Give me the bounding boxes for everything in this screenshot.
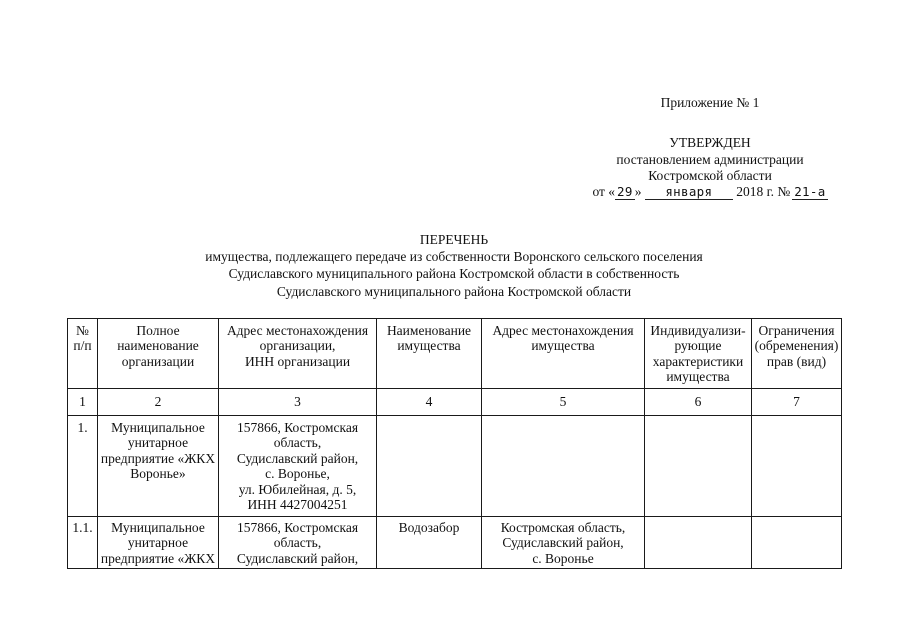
cell-organization-name: Муниципальное унитарное предприятие «ЖКХ [98,517,219,569]
cell-restrictions [752,416,842,517]
table-row [68,517,842,569]
column-number-cell: 3 [219,389,377,416]
column-number-cell: 2 [98,389,219,416]
column-number-cell: 4 [377,389,482,416]
header-cell-organization-name: Полное наименование организации [98,319,219,389]
list-title-block [67,231,841,300]
cell-characteristics [645,416,752,517]
header-cell-property-name: Наименование имущества [377,319,482,389]
approval-date-prefix: от « [592,184,616,199]
property-table [67,318,842,569]
approval-region-line: Костромской области [648,168,772,183]
approval-year: 2018 г. № [736,184,791,199]
column-number-cell: 6 [645,389,752,416]
table-row [68,416,842,517]
table-header-row [68,319,842,389]
cell-characteristics [645,517,752,569]
cell-row-number: 1.1. [68,517,98,569]
column-number-cell: 7 [752,389,842,416]
cell-property-name [377,416,482,517]
header-cell-property-address: Адрес местонахождения имущества [482,319,645,389]
header-cell-characteristics: Индивидуализи- рующие характеристики имущества [645,319,752,389]
list-subtitle-line: Судиславского муниципального района Костромской области в собственность [228,266,680,282]
header-cell-organization-address: Адрес местонахождения организации, ИНН организации [219,319,377,389]
cell-organization-name: Муниципальное унитарное предприятие «ЖКХ Воронье» [98,416,219,517]
header-cell-number: № п/п [68,319,98,389]
column-numbers-row [68,389,842,416]
cell-organization-address: 157866, Костромская область, Судиславский район, [219,517,377,569]
column-number-cell: 1 [68,389,98,416]
list-subtitle-line: имущества, подлежащего передаче из собственности Воронского сельского поселения [205,249,703,265]
column-number-cell: 5 [482,389,645,416]
approval-month: января [645,185,733,200]
appendix-label: Приложение № 1 [660,95,760,110]
cell-property-address [482,416,645,517]
approval-authority-line: постановлением администрации [616,152,804,167]
header-cell-restrictions: Ограничения (обременения) прав (вид) [752,319,842,389]
cell-property-name: Водозабор [377,517,482,569]
approval-number: 21-а [794,184,826,199]
approval-heading: УТВЕРЖДЕН [669,135,751,150]
cell-organization-address: 157866, Костромская область, Судиславский район, с. Воронье, ул. Юбилейная, д. 5, ИНН 4427004251 [219,416,377,517]
list-title: ПЕРЕЧЕНЬ [419,232,489,247]
cell-property-address: Костромская область, Судиславский район, с. Воронье [482,517,645,569]
approval-date-quote-close: » [634,184,642,199]
cell-row-number: 1. [68,416,98,517]
approval-date-line [560,184,860,200]
list-subtitle-line: Судиславского муниципального района Костромской области [276,283,632,299]
approval-day: 29 [617,184,633,199]
cell-restrictions [752,517,842,569]
